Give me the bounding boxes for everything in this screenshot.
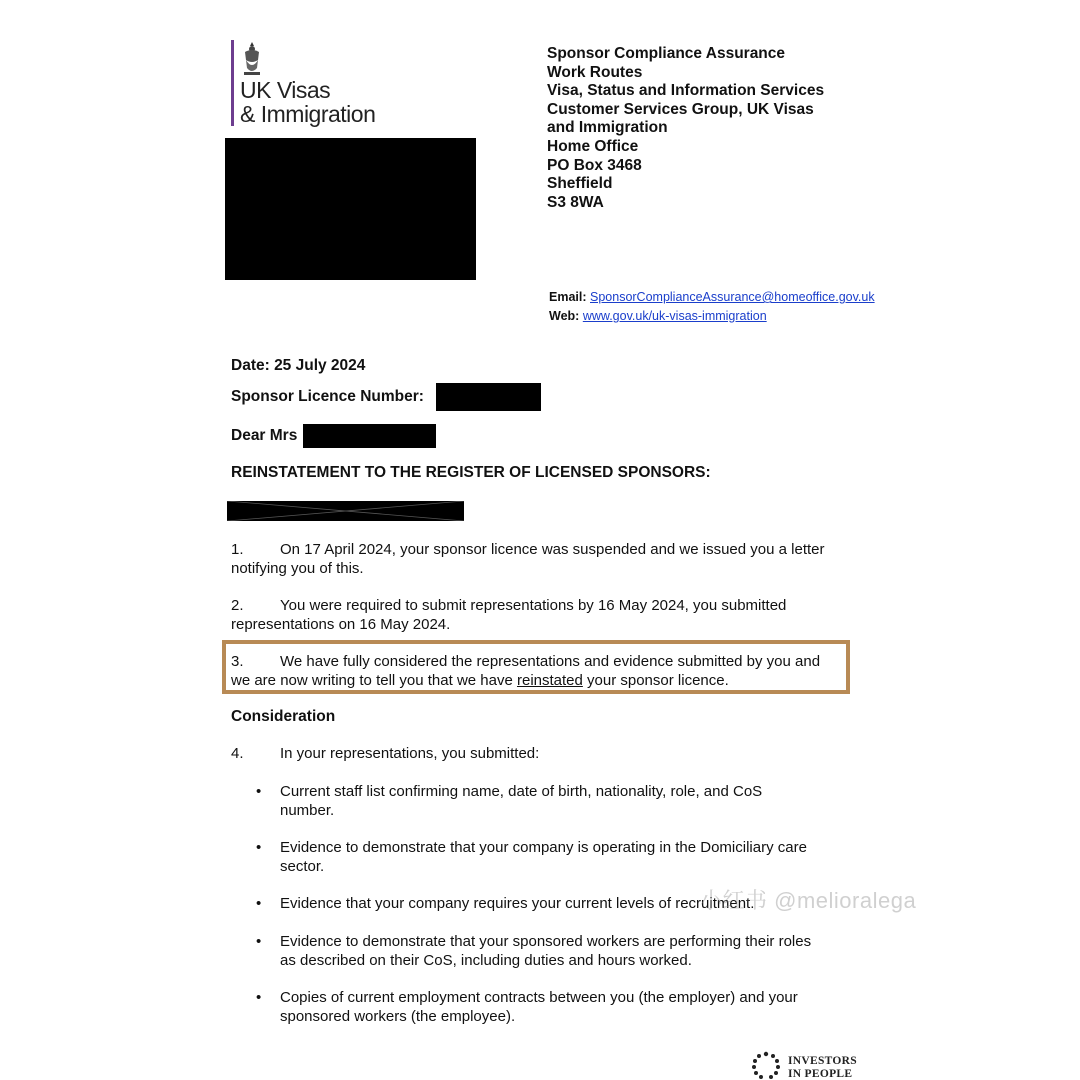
- bullet-item: Evidence to demonstrate that your company is operating in the Domiciliary care sector.: [280, 839, 807, 875]
- bullet-item: Current staff list confirming name, date of birth, nationality, role, and CoS number.: [280, 783, 763, 819]
- address-line: Sponsor Compliance Assurance: [547, 45, 786, 62]
- paragraph-number: 1.: [231, 541, 244, 558]
- address-line: Home Office: [547, 137, 639, 155]
- bullet-item: Evidence that your company requires your current levels of recruitment.: [280, 895, 755, 912]
- bullet-dot: •: [256, 989, 262, 1006]
- address-line: Work Routes: [547, 63, 643, 81]
- paragraph-text-end: your sponsor licence.: [582, 671, 729, 689]
- paragraph-number: 2.: [231, 597, 244, 614]
- bullet-dot: •: [256, 783, 262, 800]
- salutation: Dear Mrs: [231, 427, 298, 444]
- paragraph-number: 4.: [231, 745, 244, 762]
- iip-text-line2: IN PEOPLE: [788, 1068, 853, 1080]
- logo-text-immigration: & Immigration: [240, 101, 376, 127]
- logo-accent-bar: [231, 40, 234, 126]
- address-line: Customer Services Group, UK Visas: [547, 100, 814, 118]
- address-line: and Immigration: [547, 119, 668, 137]
- redacted-recipient-address: [225, 138, 476, 280]
- iip-text-line1: INVESTORS: [788, 1055, 857, 1067]
- paragraph-4: [231, 745, 851, 764]
- email-link[interactable]: SponsorComplianceAssurance@homeoffice.gov.uk: [590, 290, 875, 304]
- sender-address: [547, 45, 824, 212]
- bullet-dot: •: [256, 839, 262, 856]
- contact-email-row: [549, 290, 875, 304]
- redacted-recipient-name: [303, 424, 436, 448]
- address-line: Sheffield: [547, 175, 613, 193]
- address-line: S3 8WA: [547, 193, 604, 211]
- investors-in-people-laurel-icon: [750, 1050, 782, 1080]
- paragraph-text: In your representations, you submitted:: [280, 745, 540, 762]
- bullet-item: Evidence to demonstrate that your sponsored workers are performing their roles as described on their CoS, including duties and hours worked.: [280, 933, 812, 969]
- email-label: Email:: [549, 290, 587, 304]
- redacted-licence-number: [436, 383, 541, 411]
- consideration-heading: Consideration: [231, 708, 336, 725]
- letter-heading: REINSTATEMENT TO THE REGISTER OF LICENSED SPONSORS:: [231, 464, 711, 481]
- reinstated-underlined-text: reinstated: [516, 671, 583, 689]
- bullet-dot: •: [256, 895, 262, 912]
- paragraph-text: On 17 April 2024, your sponsor licence was suspended and we issued you a letter notifying you of this.: [231, 541, 825, 577]
- paragraph-3: [231, 653, 841, 690]
- contact-web-row: [549, 309, 767, 323]
- address-line: PO Box 3468: [547, 156, 642, 174]
- bullet-dot: •: [256, 933, 262, 950]
- logo-text-uk-visas: UK Visas: [240, 77, 331, 103]
- paragraph-text: We have fully considered the representations and evidence submitted by you and we are now writing to tell you that we have: [231, 653, 821, 689]
- watermark-text: 小红书 @melioralega: [700, 888, 917, 913]
- web-link[interactable]: www.gov.uk/uk-visas-immigration: [582, 309, 767, 323]
- paragraph-2: [231, 597, 851, 634]
- web-label: Web:: [549, 309, 580, 323]
- licence-number-label: Sponsor Licence Number:: [231, 388, 424, 405]
- royal-crest-icon: [240, 40, 264, 78]
- letter-date: Date: 25 July 2024: [231, 357, 366, 374]
- redacted-company-name: [227, 501, 464, 521]
- address-line: Visa, Status and Information Services: [547, 82, 825, 100]
- paragraph-text: You were required to submit representations by 16 May 2024, you submitted representations on 16 May 2024.: [231, 597, 787, 633]
- paragraph-1: [231, 541, 851, 578]
- paragraph-number: 3.: [231, 653, 244, 670]
- bullet-item: Copies of current employment contracts between you (the employer) and your sponsored workers (the employee).: [280, 989, 798, 1025]
